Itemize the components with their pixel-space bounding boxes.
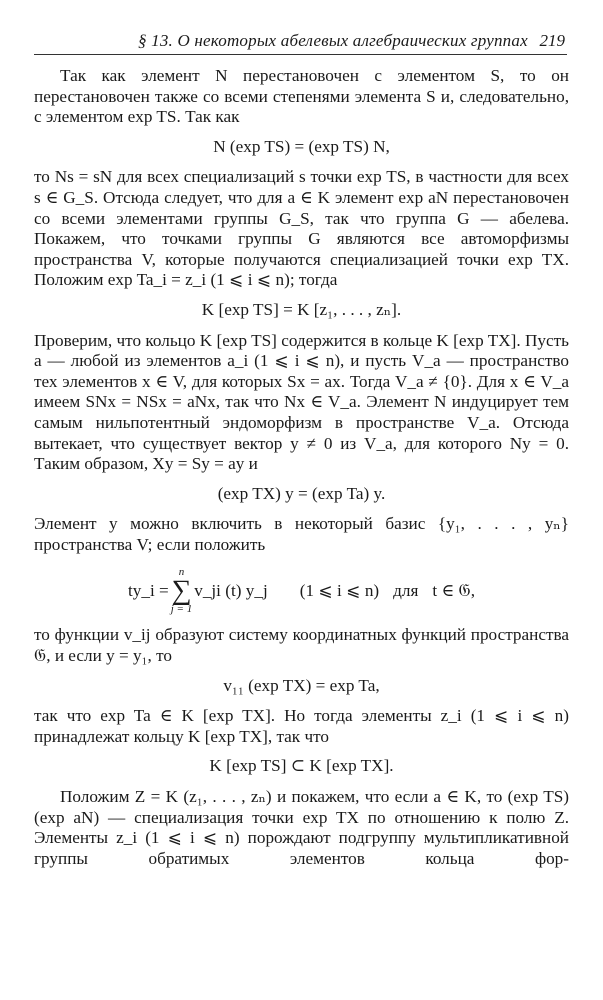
paragraph-5: то функции v_ij образуют систему координатных функций пространства 𝔊, и если y = y₁, то [34,625,569,666]
paragraph-3: Проверим, что кольцо K [exp TS] содержится в кольце K [exp TX]. Пусть a — любой из элементов a_i (1 ⩽ i ⩽ n), и пусть V_a — пространство тех элементов x ∈ V, для которых Sx = ax. Тогда V_a ≠ {0}. Для x ∈ V_a имеем SNx = NSx = aNx, так что Nx ∈ V_a. Элемент N индуцирует тем самым нильпотентный эндоморфизм в пространстве V_a. Отсюда вытекает, что существует вектор y ≠ 0 из V_a, для которого Ny = 0. Таким образом, Xy = Sy = ay и [34,330,569,474]
equation-sum [34,567,569,615]
paragraph-2: то Ns = sN для всех специализаций s точки exp TS, в частности для всех s ∈ G_S. Отсюда следует, что для a ∈ K элемент exp aN перестановочен со всеми элементами группы G_S, так что группа G — абелева. Покажем, что точками группы G являются все автоморфизмы пространства V, которые получаются специализацией точки exp TX. Положим exp Ta_i = z_i (1 ⩽ i ⩽ n); тогда [34,167,569,290]
section-title: § 13. О некоторых абелевых алгебраических группах [138,31,528,50]
sum-for-condition: t ∈ 𝔊, [432,581,475,601]
equation-exp-action: (exp TX) y = (exp Ta) y. [217,483,386,503]
sigma-block [171,567,192,615]
paragraph-7: Положим Z = K (z₁, . . . , zₙ) и покажем, что если a ∈ K, то (exp TS) (exp aN) — специализация точки exp TX по отношению к полю Z. Элементы z_i (1 ⩽ i ⩽ n) порождают подгруппу мультипликативной группы обратимых элементов кольца фор- [34,787,569,868]
sigma-symbol: ∑ [171,575,192,607]
sum-lower-limit: j = 1 [170,603,193,616]
equation-ring: K [exp TS] = K [z₁, . . . , zₙ]. [201,299,402,319]
equation-v11: v₁₁ (exp TX) = exp Ta, [223,675,380,695]
running-header [34,28,567,55]
paragraph-1: Так как элемент N перестановочен с элементом S, то он перестановочен также со всеми степенями элемента S и, следовательно, с элементом exp TS. Так как [34,66,569,127]
sum-lhs: ty_i = [128,581,169,601]
sum-condition: (1 ⩽ i ⩽ n) [299,581,380,601]
sum-for-word: для [393,581,419,601]
sum-summand: v_ji (t) y_j [194,581,268,601]
paragraph-4: Элемент y можно включить в некоторый базис {y₁, . . . , yₙ} пространства V; если положить [34,514,569,554]
equation-commute: N (exp TS) = (exp TS) N, [213,136,390,156]
page-body [34,66,569,869]
sum-upper-limit: n [178,566,185,579]
equation-inclusion: K [exp TS] ⊂ K [exp TX]. [209,756,394,776]
paragraph-6: так что exp Ta ∈ K [exp TX]. Но тогда элементы z_i (1 ⩽ i ⩽ n) принадлежат кольцу K [exp TX], так что [34,706,569,746]
page-number: 219 [539,31,565,50]
